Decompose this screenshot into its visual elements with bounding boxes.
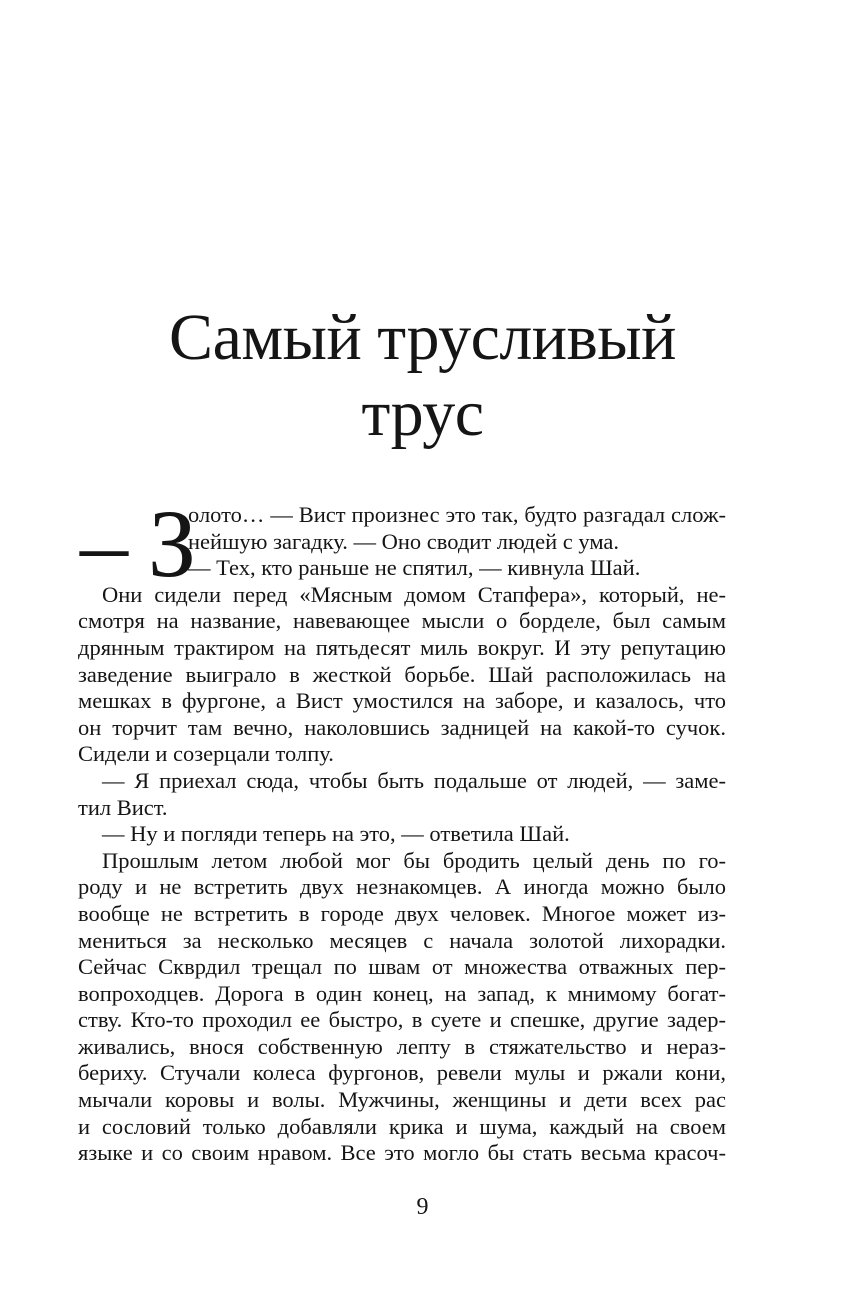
body-text (78, 502, 726, 1167)
text-line: нейшую загадку. — Оно сводит людей с ума. (188, 528, 620, 554)
chapter-title-line-1: Самый трусливый (169, 301, 676, 374)
text-line: языке и со своим нравом. Все это могло бы стать весьма красоч- (78, 1140, 726, 1166)
text-line: Они сидели перед «Мясным домом Стапфера», который, не- (102, 581, 726, 607)
text-line: живались, внося собственную лепту в стяжательство и нераз- (78, 1033, 726, 1059)
text-line: Сидели и созерцали толпу. (78, 741, 334, 767)
text-line: вопроходцев. Дорога в один конец, на запад, к мнимому богат- (78, 980, 726, 1006)
text-line: — Тех, кто раньше не спятил, — кивнула Шай. (188, 555, 641, 581)
text-line: Сейчас Скврдил трещал по швам от множества отважных пер- (78, 954, 726, 980)
text-line: — Я приехал сюда, чтобы быть подальше от людей, — заме- (102, 767, 726, 793)
text-line: вообще не встретить в городе двух человек. Многое может из- (78, 900, 726, 926)
text-line: бериху. Стучали колеса фургонов, ревели мулы и ржали кони, (78, 1060, 726, 1086)
text-line: и сословий только добавляли крика и шума, каждый на своем (78, 1113, 726, 1139)
text-line: мениться за несколько месяцев с начала золотой лихорадки. (78, 927, 726, 953)
text-line: мычали коровы и волы. Мужчины, женщины и дети всех рас (78, 1087, 726, 1113)
text-line: дрянным трактиром на пятьдесят миль вокруг. И эту репутацию (78, 634, 726, 660)
text-line: смотря на название, навевающее мысли о борделе, был самым (78, 608, 726, 634)
chapter-title-line-2: трус (361, 377, 484, 450)
text-line: мешках в фургоне, а Вист умостился на заборе, и казалось, что (78, 688, 726, 714)
text-line: он торчит там вечно, наколовшись задницей на какой-то сучок. (78, 714, 726, 740)
text-line: роду и не встретить двух незнакомцев. А иногда можно было (78, 874, 726, 900)
text-line: ству. Кто-то проходил ее быстро, в суете и спешке, другие задер- (78, 1007, 726, 1033)
chapter-title (0, 300, 845, 452)
text-line: Прошлым летом любой мог бы бродить целый день по го- (102, 847, 726, 873)
text-line: олото… — Вист произнес это так, будто разгадал слож- (188, 502, 726, 527)
drop-cap: – З (80, 490, 195, 597)
text-line: — Ну и погляди теперь на это, — ответила Шай. (102, 821, 570, 847)
page-number: 9 (416, 1194, 429, 1220)
text-line: заведение выиграло в жесткой борьбе. Шай расположилась на (78, 661, 726, 687)
text-line: тил Вист. (78, 794, 168, 820)
